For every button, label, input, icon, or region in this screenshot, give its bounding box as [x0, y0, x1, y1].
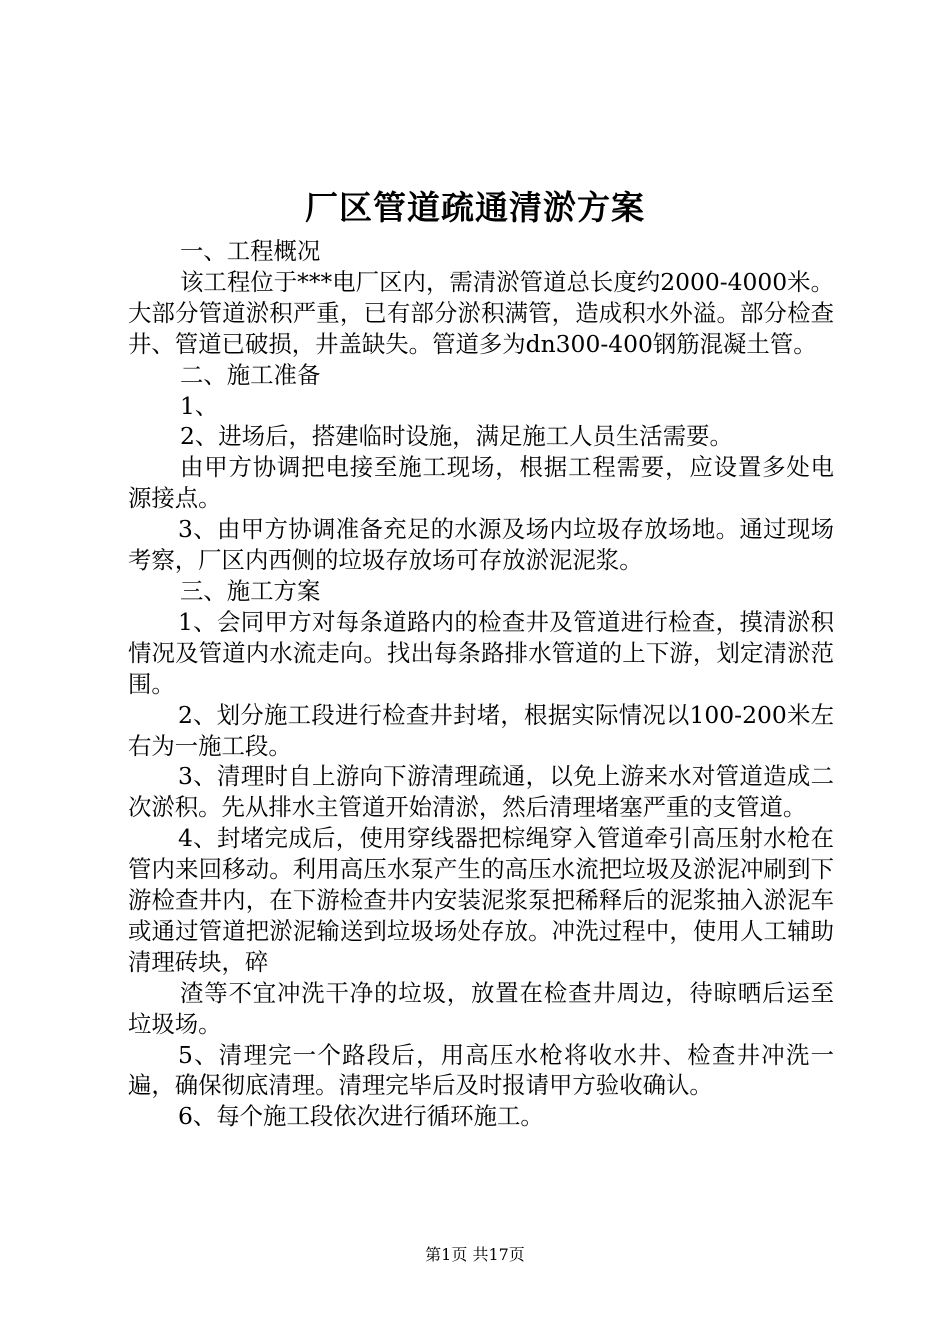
section-heading-overview: 一、工程概况: [180, 237, 321, 265]
paragraph-prep-power: 由甲方协调把电接至施工现场，根据工程需要，应设置多处电源接点。: [128, 453, 834, 513]
paragraph-plan-5: 5、清理完一个路段后，用高压水枪将收水井、检查井冲洗一遍，确保彻底清理。清理完毕后及时报请甲方验收确认。: [128, 1040, 834, 1100]
paragraph-plan-3: 3、清理时自上游向下游清理疏通，以免上游来水对管道造成二次淤积。先从排水主管道开始清淤，然后清理堵塞严重的支管道。: [128, 762, 834, 822]
paragraph-prep-1: 1、: [180, 391, 219, 420]
paragraph-prep-3: 3、由甲方协调准备充足的水源及场内垃圾存放场地。通过现场考察，厂区内西侧的垃圾存放场可存放淤泥泥浆。: [128, 515, 834, 575]
page-number-footer: 第1页 共17页: [425, 1245, 525, 1264]
paragraph-plan-4: 4、封堵完成后，使用穿线器把棕绳穿入管道牵引高压射水枪在管内来回移动。利用高压水泵产生的高压水流把垃圾及淤泥冲刷到下游检查井内，在下游检查井内安装泥浆泵把稀释后的泥浆抽入淤泥车或通过管道把淤泥输送到垃圾场处存放。冲洗过程中，使用人工辅助清理砖块，碎: [128, 824, 834, 976]
paragraph-plan-2: 2、划分施工段进行检查井封堵，根据实际情况以100-200米左右为一施工段。: [128, 700, 834, 760]
section-heading-preparation: 二、施工准备: [180, 360, 321, 389]
document-body: [128, 236, 834, 1132]
paragraph-plan-4-cont: 渣等不宜冲洗干净的垃圾，放置在检查井周边，待晾晒后运至垃圾场。: [128, 978, 834, 1038]
document-title: 厂区管道疏通清淤方案: [305, 188, 645, 227]
paragraph-overview: 该工程位于***电厂区内，需清淤管道总长度约2000-4000米。大部分管道淤积严重，已有部分淤积满管，造成积水外溢。部分检查井、管道已破损，井盖缺失。管道多为dn300-400钢筋混凝土管。: [128, 267, 834, 358]
paragraph-prep-2: 2、进场后，搭建临时设施，满足施工人员生活需要。: [180, 422, 733, 451]
paragraph-plan-6: 6、每个施工段依次进行循环施工。: [178, 1102, 544, 1131]
paragraph-plan-1: 1、会同甲方对每条道路内的检查井及管道进行检查，摸清淤积情况及管道内水流走向。找出每条路排水管道的上下游，划定清淤范围。: [128, 607, 834, 698]
section-heading-plan: 三、施工方案: [180, 576, 321, 605]
